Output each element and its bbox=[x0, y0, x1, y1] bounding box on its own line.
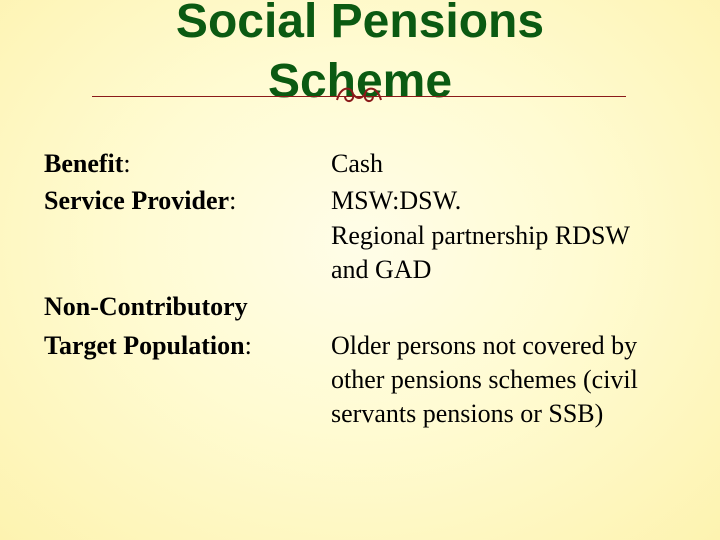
scroll-ornament-icon bbox=[333, 78, 385, 108]
target-population-value-line-2: other pensions schemes (civil bbox=[331, 365, 638, 394]
service-provider-value-line-2: Regional partnership RDSW bbox=[331, 221, 630, 250]
service-provider-value-line-3: and GAD bbox=[331, 255, 432, 284]
target-population-value-line-1: Older persons not covered by bbox=[331, 331, 638, 360]
non-contributory-label: Non-Contributory bbox=[44, 292, 248, 321]
slide-title-line-2: Scheme bbox=[267, 55, 453, 108]
target-population-label: Target Population: bbox=[44, 331, 252, 360]
service-provider-label: Service Provider: bbox=[44, 186, 237, 215]
service-provider-value-line-1: MSW:DSW. bbox=[331, 186, 462, 215]
benefit-label: Benefit: bbox=[44, 149, 131, 178]
benefit-value: Cash bbox=[331, 149, 383, 178]
target-population-value-line-3: servants pensions or SSB) bbox=[331, 399, 604, 428]
slide-title-line-1: Social Pensions bbox=[175, 0, 545, 48]
